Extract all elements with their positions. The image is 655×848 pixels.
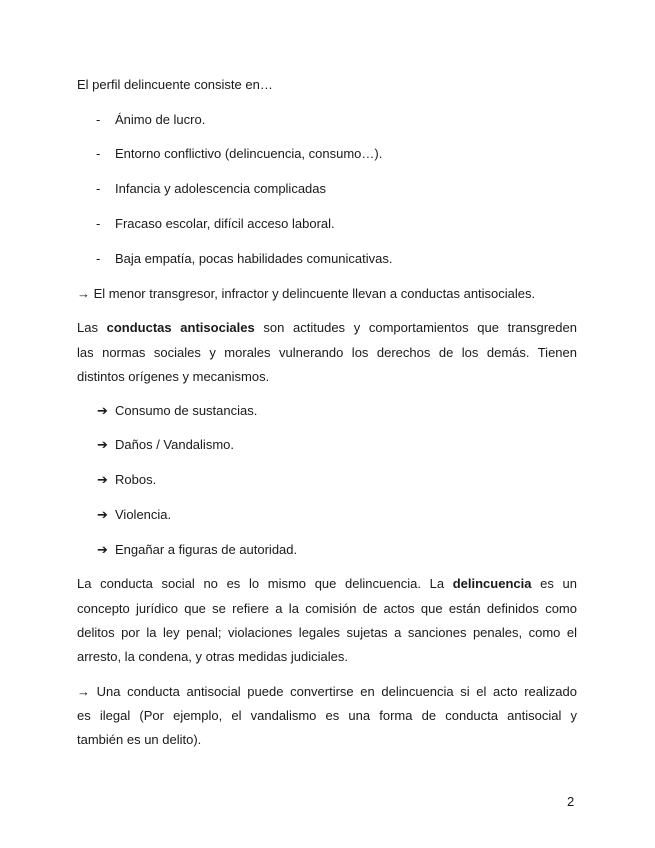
list-item-text: Entorno conflictivo (delincuencia, consumo…).: [115, 146, 383, 161]
paragraph-line: [77, 320, 577, 336]
paragraph-line: → Una conducta antisocial puede convertirse en delincuencia si el acto realizado: [77, 684, 577, 699]
list-item-text: Infancia y adolescencia complicadas: [115, 181, 327, 196]
paragraph-line: también es un delito).: [77, 732, 202, 747]
arrow-bullet-icon: ➔: [97, 403, 108, 418]
arrow-bullet-icon: ➔: [97, 472, 108, 487]
text-span: Las: [77, 320, 107, 335]
list-item-text: Consumo de sustancias.: [115, 403, 258, 418]
conclusion-text: → El menor transgresor, infractor y delincuente llevan a conductas antisociales.: [77, 286, 536, 301]
text-span: La conducta social no es lo mismo que delincuencia. La: [77, 576, 453, 591]
bold-term: delincuencia: [452, 576, 532, 591]
arrow-bullet-icon: ➔: [97, 437, 108, 452]
intro-text: El perfil delincuente consiste en…: [77, 77, 273, 92]
list-item-text: Ánimo de lucro.: [115, 112, 206, 127]
list-item-text: Violencia.: [115, 507, 172, 522]
paragraph-line: concepto jurídico que se refiere a la comisión de actos que están definidos como: [77, 601, 577, 616]
dash-bullet: -: [96, 146, 101, 161]
dash-bullet: -: [96, 251, 101, 266]
bold-term: conductas antisociales: [106, 320, 255, 335]
paragraph-line: [77, 576, 577, 592]
list-item-text: Daños / Vandalismo.: [115, 437, 234, 452]
dash-bullet: -: [96, 181, 101, 196]
paragraph-line: arresto, la condena, y otras medidas judiciales.: [77, 649, 348, 664]
list-item-text: Fracaso escolar, difícil acceso laboral.: [115, 216, 335, 231]
list-item-text: Baja empatía, pocas habilidades comunicativas.: [115, 251, 393, 266]
paragraph-line: es ilegal (Por ejemplo, el vandalismo es una forma de conducta antisocial y: [77, 708, 577, 723]
dash-bullet: -: [96, 216, 101, 231]
arrow-bullet-icon: ➔: [97, 507, 108, 522]
list-item-text: Robos.: [115, 472, 157, 487]
paragraph-line: distintos orígenes y mecanismos.: [77, 369, 270, 384]
list-item-text: Engañar a figuras de autoridad.: [115, 542, 298, 557]
paragraph-line: las normas sociales y morales vulnerando los derechos de los demás. Tienen: [77, 345, 577, 360]
text-span: es un: [531, 576, 577, 591]
page-number: 2: [567, 794, 575, 809]
paragraph-line: delitos por la ley penal; violaciones legales sujetas a sanciones penales, como el: [77, 625, 577, 640]
arrow-bullet-icon: ➔: [97, 542, 108, 557]
dash-bullet: -: [96, 112, 101, 127]
text-span: son actitudes y comportamientos que transgreden: [254, 320, 577, 335]
